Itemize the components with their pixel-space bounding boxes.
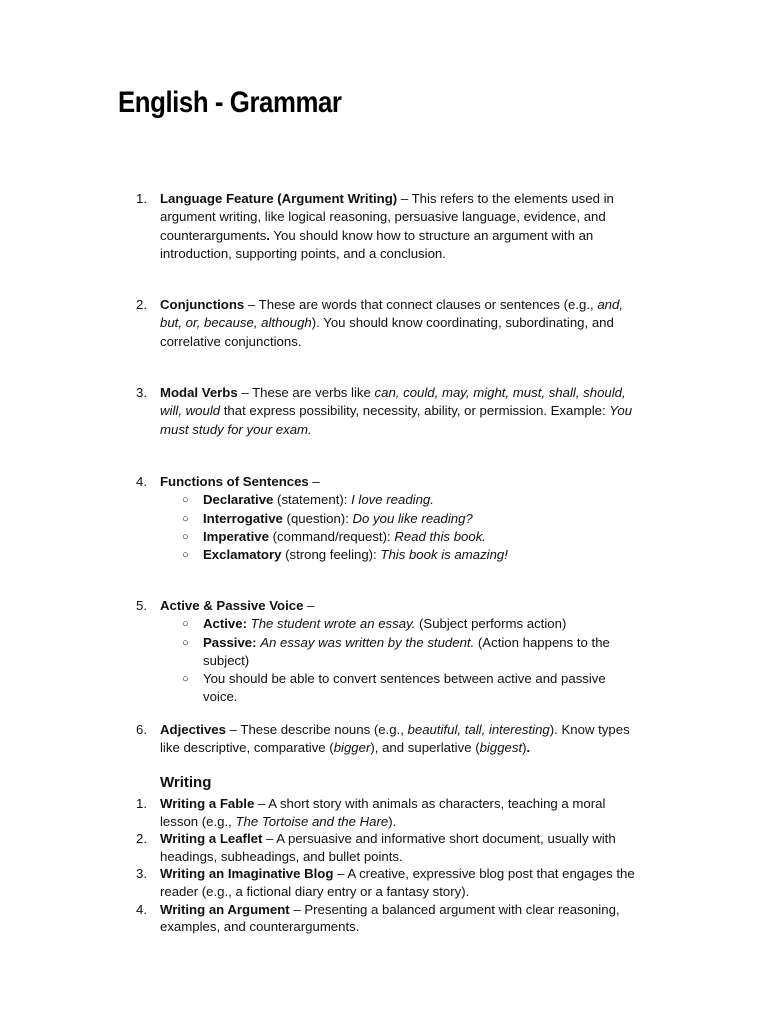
circle-bullet-icon: ○ <box>182 549 189 562</box>
item-text: – These describe nouns (e.g., <box>225 722 408 737</box>
sub-item-exclamatory <box>160 546 636 564</box>
item-examples: can, could, may, might, must, shall, should, will, would <box>160 385 626 419</box>
item-text: – A short story with animals as characters, teaching a moral lesson (e.g., <box>160 796 606 829</box>
item-number: 2. <box>136 297 147 312</box>
item-text: that express possibility, necessity, ability, or permission. Example: <box>220 403 610 419</box>
item-text: – <box>308 474 320 489</box>
item-term: Writing a Leaflet <box>160 831 263 847</box>
item-term: Conjunctions <box>160 297 245 312</box>
item-number: 5. <box>136 598 147 613</box>
sub-list <box>160 491 636 564</box>
circle-bullet-icon: ○ <box>182 530 189 543</box>
item-example: The Tortoise and the Hare <box>235 813 389 829</box>
item-body <box>160 296 636 351</box>
sub-term: Exclamatory <box>203 547 282 563</box>
sub-term: Declarative <box>203 492 274 508</box>
writing-item-4 <box>0 901 768 936</box>
circle-bullet-icon: ○ <box>182 673 189 686</box>
sub-text: You should be able to convert sentences between active and passive voice. <box>203 671 606 705</box>
item-body <box>160 721 636 758</box>
item-number: 1. <box>136 191 147 206</box>
item-body <box>160 473 636 564</box>
item-body <box>160 830 636 865</box>
item-text: ). Know types like descriptive, comparative ( <box>160 722 630 756</box>
sub-example: This book is amazing! <box>380 547 508 563</box>
item-body <box>160 901 636 936</box>
sub-example: I love reading. <box>351 492 434 508</box>
item-text: – This refers to the elements used in argument writing, like logical reasoning, persuasive language, evidence, and counterarguments <box>160 191 614 243</box>
item-example: bigger <box>333 740 371 756</box>
item-example: biggest <box>479 740 523 756</box>
item-text: ), and superlative ( <box>370 740 480 756</box>
item-punct: . <box>526 740 531 756</box>
item-example-sentence: You must study for your exam. <box>160 403 633 437</box>
item-text: – A creative, expressive blog post that engages the reader (e.g., a fictional diary entry or a fantasy story). <box>160 866 635 899</box>
item-examples: and, but, or, because, although <box>160 297 624 331</box>
item-term: Active & Passive Voice <box>160 598 304 613</box>
item-text: ) <box>522 740 527 756</box>
item-number: 6. <box>136 722 147 737</box>
item-text: You should know how to structure an argument with an introduction, supporting points, and a conclusion. <box>160 227 594 261</box>
item-examples: beautiful, tall, interesting <box>407 722 550 737</box>
item-term: Functions of Sentences <box>160 474 309 489</box>
item-number: 1. <box>136 796 147 811</box>
item-text: – These are words that connect clauses or sentences (e.g., <box>244 297 598 312</box>
sub-example: Do you like reading? <box>352 510 473 526</box>
section-heading-writing: Writing <box>160 774 212 791</box>
item-text: – <box>303 598 315 613</box>
sub-text: (question): <box>282 510 353 526</box>
item-number: 3. <box>136 866 147 882</box>
item-term: Modal Verbs <box>160 385 238 400</box>
sub-example: The student wrote an essay. <box>250 616 416 632</box>
circle-bullet-icon: ○ <box>182 512 189 525</box>
writing-item-2 <box>0 830 768 865</box>
sub-text: (Action happens to the subject) <box>203 634 610 668</box>
item-body <box>160 795 636 830</box>
item-punct: . <box>266 227 270 243</box>
item-term: Language Feature (Argument Writing) <box>160 191 398 206</box>
item-term: Adjectives <box>160 722 226 737</box>
sub-item-declarative <box>160 491 636 509</box>
sub-term: Passive: <box>203 634 257 650</box>
circle-bullet-icon: ○ <box>182 636 189 649</box>
writing-item-1 <box>0 795 768 830</box>
item-term: Writing an Imaginative Blog <box>160 866 334 882</box>
item-text: – These are verbs like <box>237 385 375 400</box>
circle-bullet-icon: ○ <box>182 494 189 507</box>
circle-bullet-icon: ○ <box>182 618 189 631</box>
item-number: 3. <box>136 385 147 400</box>
sub-text: (strong feeling): <box>281 547 381 563</box>
sub-text: (command/request): <box>268 528 395 544</box>
sub-item-imperative <box>160 528 636 546</box>
writing-item-3 <box>0 865 768 900</box>
item-term: Writing a Fable <box>160 796 255 811</box>
writing-list <box>0 795 768 936</box>
sub-list <box>160 615 636 706</box>
item-term: Writing an Argument <box>160 901 290 917</box>
page-title: English - Grammar <box>118 86 342 119</box>
item-number: 4. <box>136 901 147 917</box>
item-text: – A persuasive and informative short document, usually with headings, subheadings, and bullet points. <box>160 831 616 864</box>
sub-example: An essay was written by the student. <box>260 634 475 650</box>
item-body <box>160 190 636 263</box>
item-number: 4. <box>136 474 147 489</box>
sub-item-convert <box>160 670 636 707</box>
sub-item-passive <box>160 634 636 671</box>
item-number: 2. <box>136 831 147 847</box>
item-body <box>160 597 636 707</box>
sub-term: Active: <box>203 616 247 632</box>
item-text: ). You should know coordinating, subordinating, and correlative conjunctions. <box>160 315 614 349</box>
item-body <box>160 384 636 439</box>
sub-term: Interrogative <box>203 510 283 526</box>
sub-item-active <box>160 615 636 633</box>
sub-example: Read this book. <box>394 528 486 544</box>
sub-text: (Subject performs action) <box>415 616 567 632</box>
item-text: ). <box>388 813 397 829</box>
sub-item-interrogative <box>160 510 636 528</box>
sub-term: Imperative <box>203 528 269 544</box>
item-text: – Presenting a balanced argument with clear reasoning, examples, and counterarguments. <box>160 901 620 935</box>
item-body <box>160 865 636 900</box>
sub-text: (statement): <box>273 492 352 508</box>
